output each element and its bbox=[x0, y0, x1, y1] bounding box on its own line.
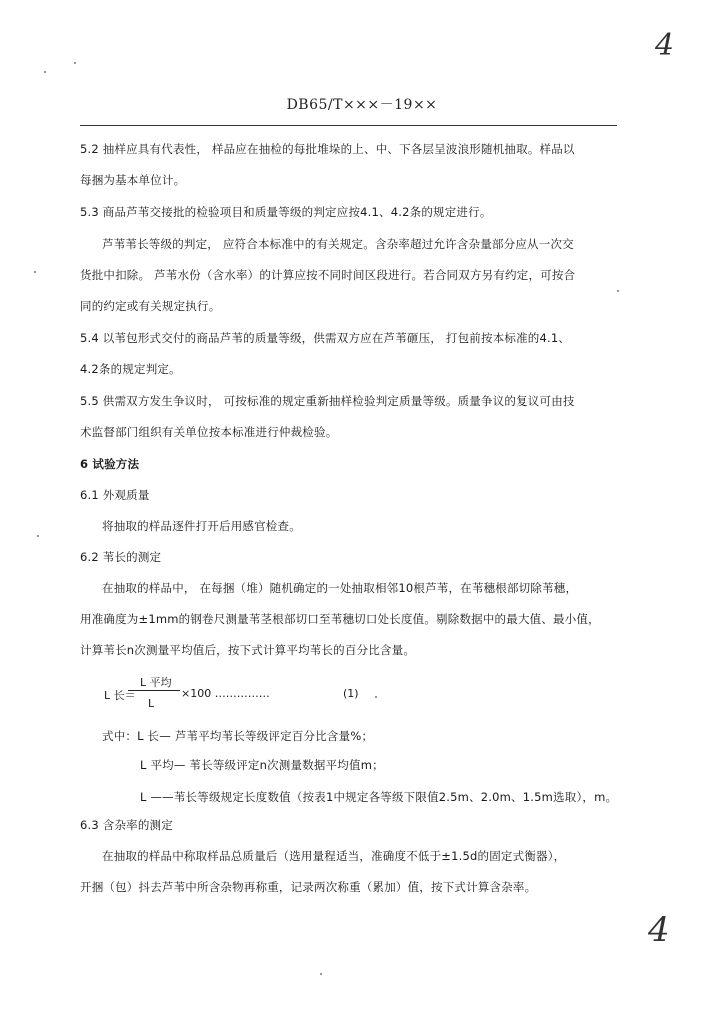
clause-5-2-line-2: 每捆为基本单位计。 bbox=[80, 173, 186, 187]
section-6-3-line-1: 在抽取的样品中称取样品总质量后（选用量程适当，准确度不低于±1.5d的固定式衡器）， bbox=[102, 849, 566, 863]
formula-where-2: L 平均— 苇长等级评定n次测量数据平均值m； bbox=[140, 758, 384, 772]
formula-fraction-bar bbox=[128, 690, 180, 691]
handwritten-mark: 4 bbox=[648, 910, 670, 950]
scan-speck bbox=[74, 62, 76, 64]
section-6-3-heading: 6.3 含杂率的测定 bbox=[80, 818, 173, 832]
section-6-heading: 6 试验方法 bbox=[80, 457, 140, 471]
scan-speck bbox=[44, 71, 46, 73]
section-6-2-line-1: 在抽取的样品中， 在每捆（堆）随机确定的一处抽取相邻10根芦苇，在苇穗根部切除苇穗， bbox=[102, 581, 578, 595]
clause-5-4-line-1: 5.4 以苇包形式交付的商品芦苇的质量等级，供需双方应在芦苇砸压， 打包前按本标准的4.1、 bbox=[80, 331, 571, 345]
scan-speck bbox=[37, 535, 39, 537]
clause-5-3-line-2: 芦苇苇长等级的判定， 应符合本标准中的有关规定。含杂率超过允许含杂量部分应从一次交 bbox=[102, 237, 574, 251]
clause-5-3-line-4: 同的约定或有关规定执行。 bbox=[80, 299, 221, 313]
handwritten-page-number: 4 bbox=[655, 28, 675, 63]
formula-lhs: L 长＝ bbox=[104, 689, 136, 702]
scan-speck bbox=[320, 973, 322, 975]
section-6-1-heading: 6.1 外观质量 bbox=[80, 488, 150, 502]
formula-where-1: 式中：L 长— 芦苇平均苇长等级评定百分比含量%； bbox=[102, 729, 374, 743]
clause-5-5-line-1: 5.5 供需双方发生争议时， 可按标准的规定重新抽样检验判定质量等级。质量争议的复议可由技 bbox=[80, 394, 575, 408]
scan-speck bbox=[617, 290, 619, 292]
section-6-1-text: 将抽取的样品逐件打开后用感官检查。 bbox=[102, 519, 301, 533]
clause-5-4-line-2: 4.2条的规定判定。 bbox=[80, 362, 181, 376]
section-6-3-line-2: 开捆（包）抖去芦苇中所含杂物再称重，记录两次称重（累加）值，按下式计算含杂率。 bbox=[80, 880, 537, 894]
formula-times: ×100 …………… bbox=[181, 687, 270, 700]
clause-5-2-line-1: 5.2 抽样应具有代表性， 样品应在抽检的每批堆垛的上、中、下各层呈波浪形随机抽取。样品以 bbox=[80, 142, 575, 156]
formula-number: (1) bbox=[343, 687, 359, 700]
standard-code-header: DB65/T×××－19×× bbox=[286, 97, 438, 113]
clause-5-3-line-1: 5.3 商品芦苇交接批的检验项目和质量等级的判定应按4.1、4.2条的规定进行。 bbox=[80, 205, 492, 219]
section-6-2-line-3: 计算苇长n次测量平均值后，按下式计算平均苇长的百分比含量。 bbox=[80, 643, 416, 657]
formula-denominator: L bbox=[148, 697, 155, 710]
section-6-2-line-2: 用准确度为±1mm的钢卷尺测量苇茎根部切口至苇穗切口处长度值。剔除数据中的最大值、最小值， bbox=[80, 612, 600, 626]
clause-5-3-line-3: 货批中扣除。 芦苇水份（含水率）的计算应按不同时间区段进行。若合同双方另有约定，可按合 bbox=[80, 268, 576, 282]
header-rule bbox=[80, 125, 617, 126]
clause-5-5-line-2: 术监督部门组织有关单位按本标准进行仲裁检验。 bbox=[80, 425, 338, 439]
formula-numerator: L 平均 bbox=[140, 676, 172, 689]
section-6-2-heading: 6.2 苇长的测定 bbox=[80, 550, 162, 564]
scan-speck bbox=[34, 271, 36, 273]
scan-speck bbox=[375, 696, 377, 698]
formula-where-3: L ——苇长等级规定长度数值（按表1中规定各等级下限值2.5m、2.0m、1.5m选取），m。 bbox=[140, 790, 618, 804]
